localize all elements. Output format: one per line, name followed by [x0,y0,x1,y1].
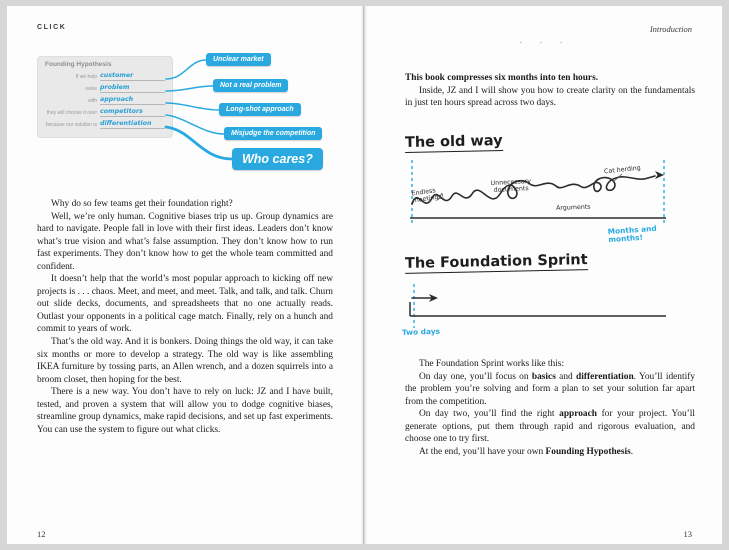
paragraph-day-two [405,408,695,446]
label-arguments: Arguments [555,203,591,212]
text-segment: and [555,371,577,382]
form-value: approach [100,95,165,105]
label-unnecessary-documents: Unnecessary documents [490,177,532,195]
paragraph-day-one [405,371,695,409]
form-label: they will choose it over [46,110,97,116]
text-segment: for your project. You’ll generate options, put them through rapid and rigorous evaluation, and choose one to try first. [405,409,695,445]
bold-term-approach: approach [559,409,597,420]
running-header-right: Introduction [649,24,692,34]
paragraph: The Foundation Sprint works like this: [419,359,565,369]
callout-unclear-market: Unclear market [206,53,271,66]
label-months-and-months: Months and months! [607,223,657,245]
paragraph: Why do so few teams get their foundation right? [51,199,233,209]
text-segment: . You’ll identify the problem you’re solving and form a plan to set your solution far apart from the competition. [405,371,696,407]
form-value: customer [100,71,165,81]
form-value: differentiation [100,119,165,129]
panel-title: Founding Hypothesis [45,61,112,68]
form-value: problem [100,83,165,93]
paragraph: That’s the old way. And it is bonkers. Doing things the old way, it can take six months or more to develop a strategy. The old way is like assembling IKEA furniture by tossing parts, an Allen wrench, and a dozen squirrels into a broom closet, then hoping for the best. [37,337,333,385]
text-segment: On day two, you’ll find the right [419,409,560,420]
callout-long-shot-approach: Long-shot approach [219,103,301,116]
right-body-text [405,358,695,458]
bold-term-basics: basics [531,371,556,382]
label-cat-herding: Cat herding [603,164,642,176]
intro-text [405,72,695,110]
bold-term-differentiation: differentiation [576,371,634,382]
old-way-sketch [398,152,688,252]
foundation-sprint-sketch [398,278,688,350]
text-segment: . [630,446,634,457]
running-header-left: CLICK [37,24,67,31]
callout-who-cares: Who cares? [232,148,323,170]
form-row-competitors [38,105,172,117]
form-label: If we help [75,74,97,80]
form-label: because our solution is [45,122,97,128]
form-row-customer [38,69,172,81]
form-label: with [88,98,97,104]
section-break-ornament: · · · [519,39,571,47]
page-right [364,6,722,544]
text-segment: On day one, you’ll focus on [419,371,532,382]
paragraph: It doesn’t help that the world’s most popular approach to kicking off new projects is . . . chaos. Meet, and meet, and meet. Talk, and talk, and talk. Churn out slide decks, documents, and spreadsheets that no one actually reads. Outlast your opponents in a political cage match. Finally, rely on a hunch and commit to years of work. [37,274,333,335]
form-row-problem [38,81,172,93]
left-body-text [37,198,333,436]
paragraph: There is a new way. You don’t have to rely on luck: JZ and I have built, tested, and proven a system that will allow you to dodge cognitive biases, streamline group dynamics, make rapid decisions, and set up fast experiments. You can use the system to figure out what clicks. [37,387,333,435]
callout-not-a-real-problem: Not a real problem [213,79,288,92]
page-gutter [361,6,367,544]
page-number-right: 13 [683,529,692,539]
paragraph-ending [405,446,695,459]
intro-bold-lead: This book compresses six months into ten hours. [405,73,599,83]
foundation-sprint-drawing [398,278,688,350]
foundation-sprint-title: The Foundation Sprint [404,252,588,272]
label-two-days: Two days [401,326,441,338]
form-value: competitors [100,107,165,117]
form-row-approach [38,93,172,105]
bold-term-founding-hypothesis: Founding Hypothesis [545,446,631,457]
label-endless-meetings: Endless meetings! [411,187,445,205]
form-label: solve [85,86,97,92]
founding-hypothesis-panel [37,56,173,138]
old-way-title: The old way [404,132,503,152]
paragraph: Well, we’re only human. Cognitive biases trip us up. Group dynamics are hard to navigate. People fall in love with their first ideas. Leaders don’t know what’s true vision and what’s false assumption. They don’t know how to run fast experiments. They don’t know how to get the whole team committed and confident. [37,211,333,272]
page-number-left: 12 [37,529,46,539]
paragraph: Inside, JZ and I will show you how to create clarity on the fundamentals in just ten hours spread across two days. [405,85,695,109]
form-row-differentiation [38,117,172,129]
page-left [7,6,363,544]
text-segment: At the end, you’ll have your own [419,446,546,457]
callout-misjudge-competition: Misjudge the competition [224,127,322,140]
